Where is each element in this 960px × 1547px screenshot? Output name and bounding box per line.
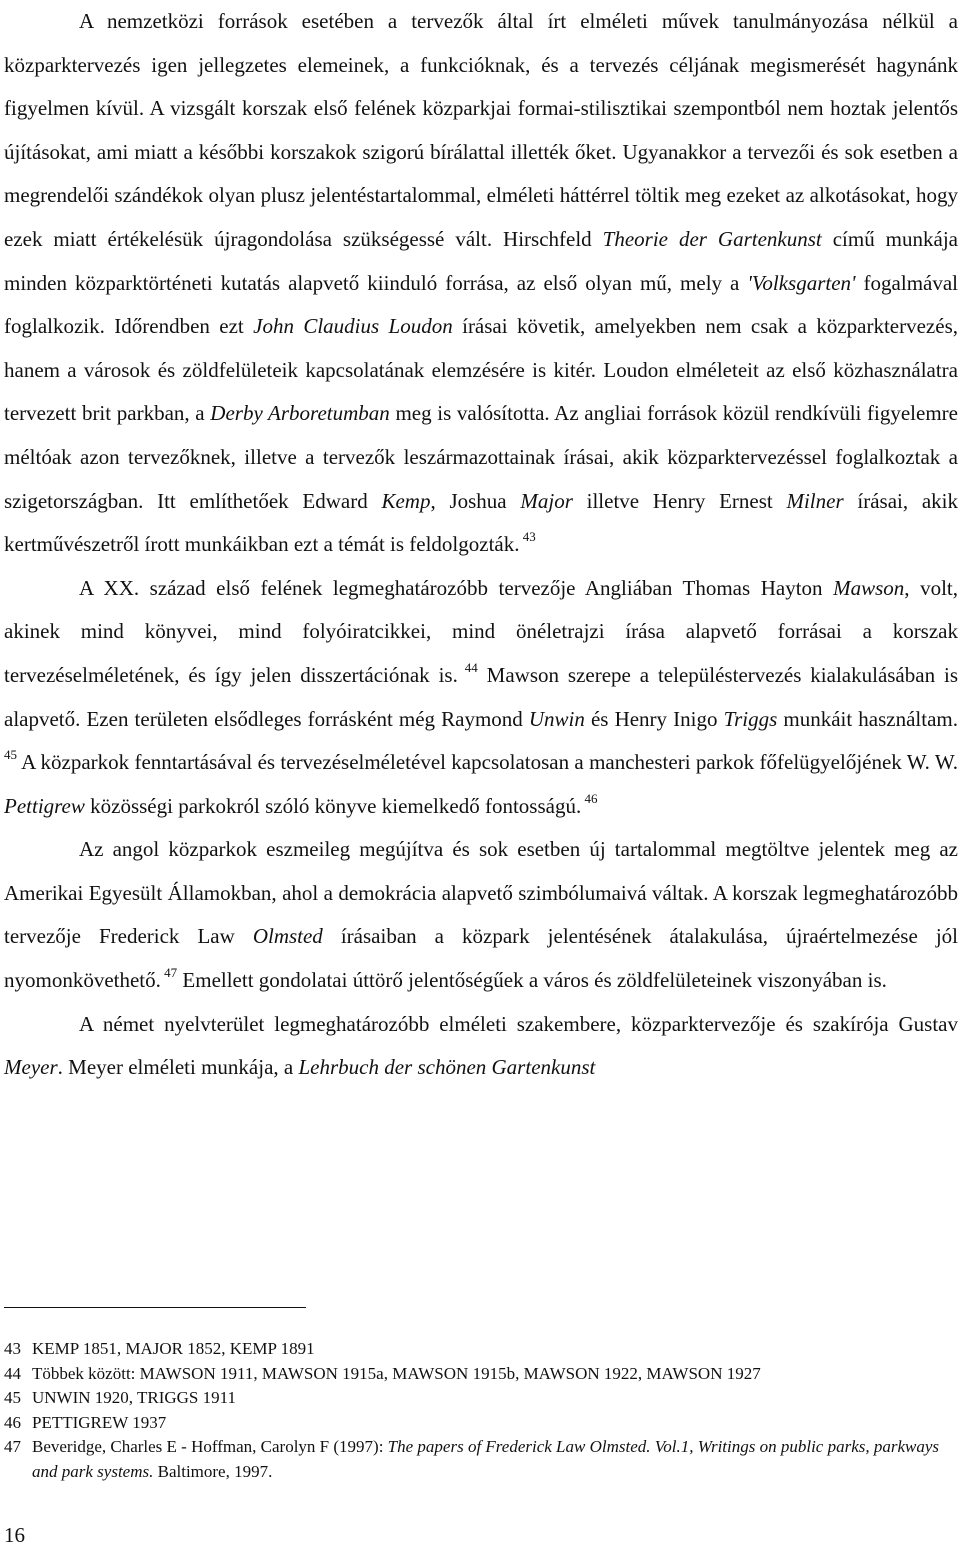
paragraph — [4, 0, 958, 567]
footnote-ref: 43 — [519, 529, 536, 545]
text-run: Többek között: MAWSON 1911, MAWSON 1915a, MAWSON 1915b, MAWSON 1922, MAWSON 1927 — [32, 1363, 761, 1383]
text-run: Mawson szerepe a településtervezés kialakulásában is alapvető. Ezen területen elsődleges forrásként még Raymond — [4, 662, 958, 731]
text-run: Az angol közparkok eszmeileg megújítva és sok esetben új tartalommal megtöltve jelentek meg az Amerikai Egyesült Államokban, ahol a demokrácia alapvető szimbólumaivá váltak. A korszak legmeghatározóbb tervezője Frederick Law — [4, 837, 958, 949]
footnote-ref: 45 — [4, 747, 17, 763]
text-run: KEMP 1851, MAJOR 1852, KEMP 1891 — [32, 1339, 315, 1358]
paragraph — [4, 1003, 958, 1090]
footnote-separator — [4, 1307, 306, 1308]
footnote-text — [32, 1435, 958, 1484]
footnote-text — [32, 1337, 958, 1362]
footnote-number: 44 — [4, 1363, 21, 1383]
footnote-ref: 47 — [160, 965, 178, 981]
italic-text: Mawson — [833, 575, 905, 600]
text-run: és Henry Inigo — [584, 706, 724, 731]
text-run: fogalmával foglalkozik. Időrendben ezt — [4, 270, 958, 339]
footnote — [4, 1386, 958, 1411]
italic-text: Lehrbuch der schönen Gartenkunst — [298, 1055, 596, 1080]
footnote — [4, 1411, 958, 1436]
italic-text: The papers of Frederick Law Olmsted. Vol.1, Writings on public parks, parkways and park systems. — [32, 1437, 940, 1481]
footnote-number: 45 — [4, 1388, 21, 1407]
text-run: meg is valósította. Az angliai források közül rendkívüli figyelemre méltóak azon tervezőknek, illetve a tervezők leszármazottainak írásai, akik közparktervezéssel foglalkoztak a szigetországban. Itt említhetőek Edward — [4, 401, 958, 513]
text-run: Beveridge, Charles E - Hoffman, Carolyn F (1997): — [32, 1437, 388, 1456]
italic-text: 'Volksgarten' — [747, 270, 856, 295]
italic-text: Kemp — [381, 488, 431, 513]
italic-text: Unwin — [528, 706, 585, 731]
footnote — [4, 1337, 958, 1362]
text-run: UNWIN 1920, TRIGGS 1911 — [32, 1388, 236, 1407]
italic-text: Theorie der Gartenkunst — [602, 226, 822, 251]
footnote-ref: 46 — [581, 790, 598, 806]
text-run: . Meyer elméleti munkája, a — [57, 1055, 299, 1080]
italic-text: Derby Arboretumban — [210, 401, 390, 426]
text-run: munkáit használtam. — [777, 706, 958, 731]
italic-text: Pettigrew — [4, 793, 85, 818]
text-run: , Joshua — [430, 488, 521, 513]
text-run: írásaiban a közpark jelentésének átalakulása, újraértelmezése jól nyomonkövethető. — [4, 924, 958, 993]
text-run: A német nyelvterület legmeghatározóbb elméleti szakembere, közparktervezője és szakírója Gustav — [79, 1011, 958, 1036]
text-run: közösségi parkokról szóló könyve kiemelkedő fontosságú. — [84, 793, 582, 818]
footnote-ref: 44 — [457, 659, 478, 675]
italic-text: Milner — [786, 488, 844, 513]
footnote-text — [32, 1411, 958, 1436]
text-run: A nemzetközi források esetében a tervezők által írt elméleti művek tanulmányozása nélkül a közparktervezés igen jellegzetes elemeinek, a funkcióknak, és a tervezés céljának megismerését hagynánk figyelmen kívül. A vizsgált korszak első felének közparkjai formai-stilisztikai szempontból nem hoztak jelentős újításokat, ami miatt a későbbi korszakok szigorú bírálattal illették őket. Ugyanakkor a tervezői és sok esetben a megrendelői szándékok olyan plusz jelentéstartalommal, elméleti háttérrel töltik meg ezeket az alkotásokat, hogy ezek miatt értékelésük újragondolása szükségessé vált. Hirschfeld — [4, 9, 958, 251]
text-run: , volt, akinek mind könyvei, mind folyóiratcikkei, mind önéletrajzi írása alapvető forrásai a korszak tervezéselméletének, és így jelen disszertációnak is. — [4, 575, 958, 687]
footnotes — [4, 1337, 958, 1484]
text-run: című munkája minden közparktörténeti kutatás alapvető kiinduló forrása, az első olyan mű, mely a — [4, 226, 958, 295]
italic-text: John Claudius Loudon — [253, 314, 453, 339]
italic-text: Major — [520, 488, 573, 513]
footnote-number: 47 — [4, 1437, 21, 1456]
paragraph — [4, 567, 958, 829]
body-text — [4, 0, 958, 1090]
text-run: illetve Henry Ernest — [572, 488, 787, 513]
italic-text: Triggs — [723, 706, 778, 731]
text-run: PETTIGREW 1937 — [32, 1412, 167, 1432]
footnote-text — [32, 1386, 958, 1411]
footnote-text — [32, 1362, 958, 1387]
text-run: írásai követik, amelyekben nem csak a közparktervezés, hanem a városok és zöldfelületeik kapcsolatának elemzésére is kitér. Loudon elméleteit az első közhasználatra tervezett brit parkban, a — [4, 314, 958, 426]
text-run: írásai, akik kertművészetről írott munkáikban ezt a témát is feldolgozták. — [4, 488, 958, 557]
footnote — [4, 1435, 958, 1484]
page-number: 16 — [4, 1523, 25, 1547]
footnote-number: 43 — [4, 1339, 21, 1358]
paragraph — [4, 828, 958, 1002]
text-run: A közparkok fenntartásával és tervezéselméletével kapcsolatosan a manchesteri parkok főfelügyelőjének W. W. — [17, 750, 958, 775]
footnote — [4, 1362, 958, 1387]
footnote-number: 46 — [4, 1412, 21, 1432]
text-run: Baltimore, 1997. — [153, 1461, 273, 1481]
text-run: Emellett gondolatai úttörő jelentőségűek a város és zöldfelületeinek viszonyában is. — [177, 968, 887, 993]
italic-text: Meyer — [4, 1055, 58, 1080]
italic-text: Olmsted — [252, 924, 323, 949]
text-run: A XX. század első felének legmeghatározóbb tervezője Angliában Thomas Hayton — [79, 575, 834, 600]
